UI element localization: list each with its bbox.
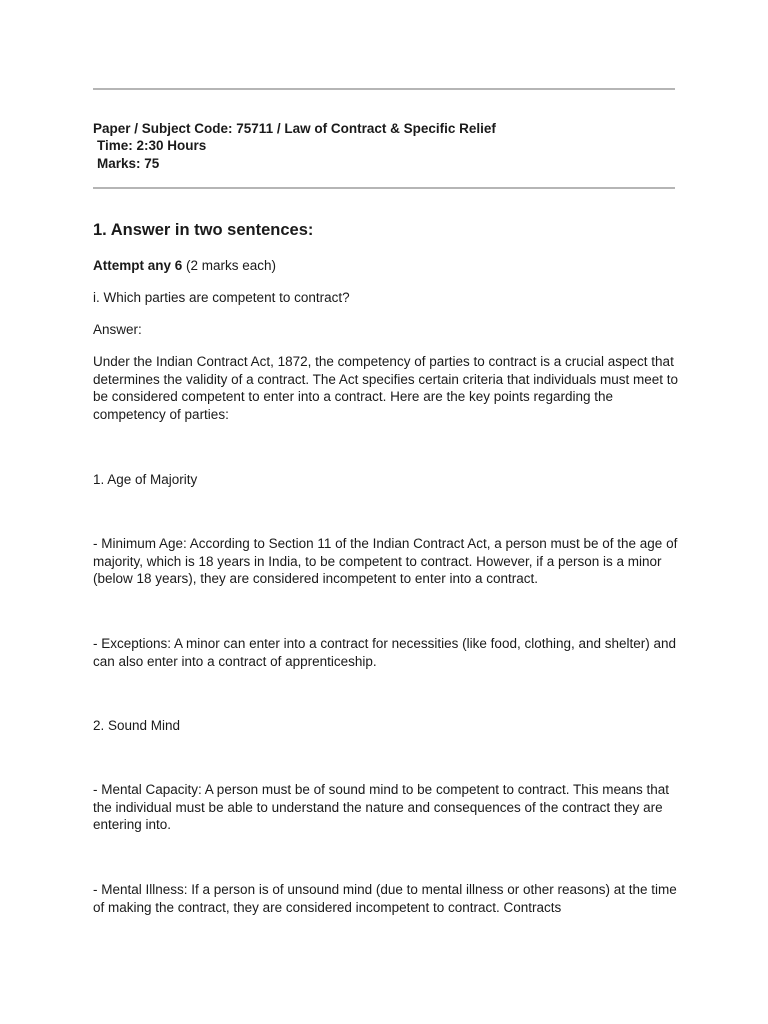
answer-label: Answer: <box>93 322 142 337</box>
point1-title: 1. Age of Majority <box>93 472 198 487</box>
paper-code-line: Paper / Subject Code: 75711 / Law of Contract & Specific Relief <box>93 121 496 136</box>
point2-title: 2. Sound Mind <box>93 718 181 733</box>
point2-mental-illness: - Mental Illness: If a person is of unsound mind (due to mental illness or other reasons) at the time of making the contract, they are considered incompetent to contract. Contracts <box>93 882 677 915</box>
instruction-rest: (2 marks each) <box>182 258 277 273</box>
question-text: i. Which parties are competent to contract? <box>93 290 350 305</box>
intro-paragraph: Under the Indian Contract Act, 1872, the competency of parties to contract is a crucial aspect that determines the validity of a contract. The Act specifies certain criteria that individuals must meet to be considered competent to enter into a contract. Here are the key points regarding the competency of parties: <box>93 354 679 422</box>
section-heading: 1. Answer in two sentences: <box>93 221 314 239</box>
header-divider <box>93 187 675 189</box>
time-line: Time: 2:30 Hours <box>97 138 207 153</box>
marks-line: Marks: 75 <box>97 156 160 171</box>
point1-minimum-age: - Minimum Age: According to Section 11 of the Indian Contract Act, a person must be of the age of majority, which is 18 years in India, to be competent to contract. However, if a person is a minor (below 18 years), they are considered incompetent to enter into a contract. <box>93 536 678 586</box>
instruction-bold: Attempt any 6 <box>93 258 183 273</box>
top-divider <box>93 88 675 90</box>
instruction-line <box>93 257 683 275</box>
point1-exceptions: - Exceptions: A minor can enter into a contract for necessities (like food, clothing, and shelter) and can also enter into a contract of apprenticeship. <box>93 636 677 669</box>
point2-mental-capacity: - Mental Capacity: A person must be of sound mind to be competent to contract. This means that the individual must be able to understand the nature and consequences of the contract they are entering into. <box>93 782 670 832</box>
